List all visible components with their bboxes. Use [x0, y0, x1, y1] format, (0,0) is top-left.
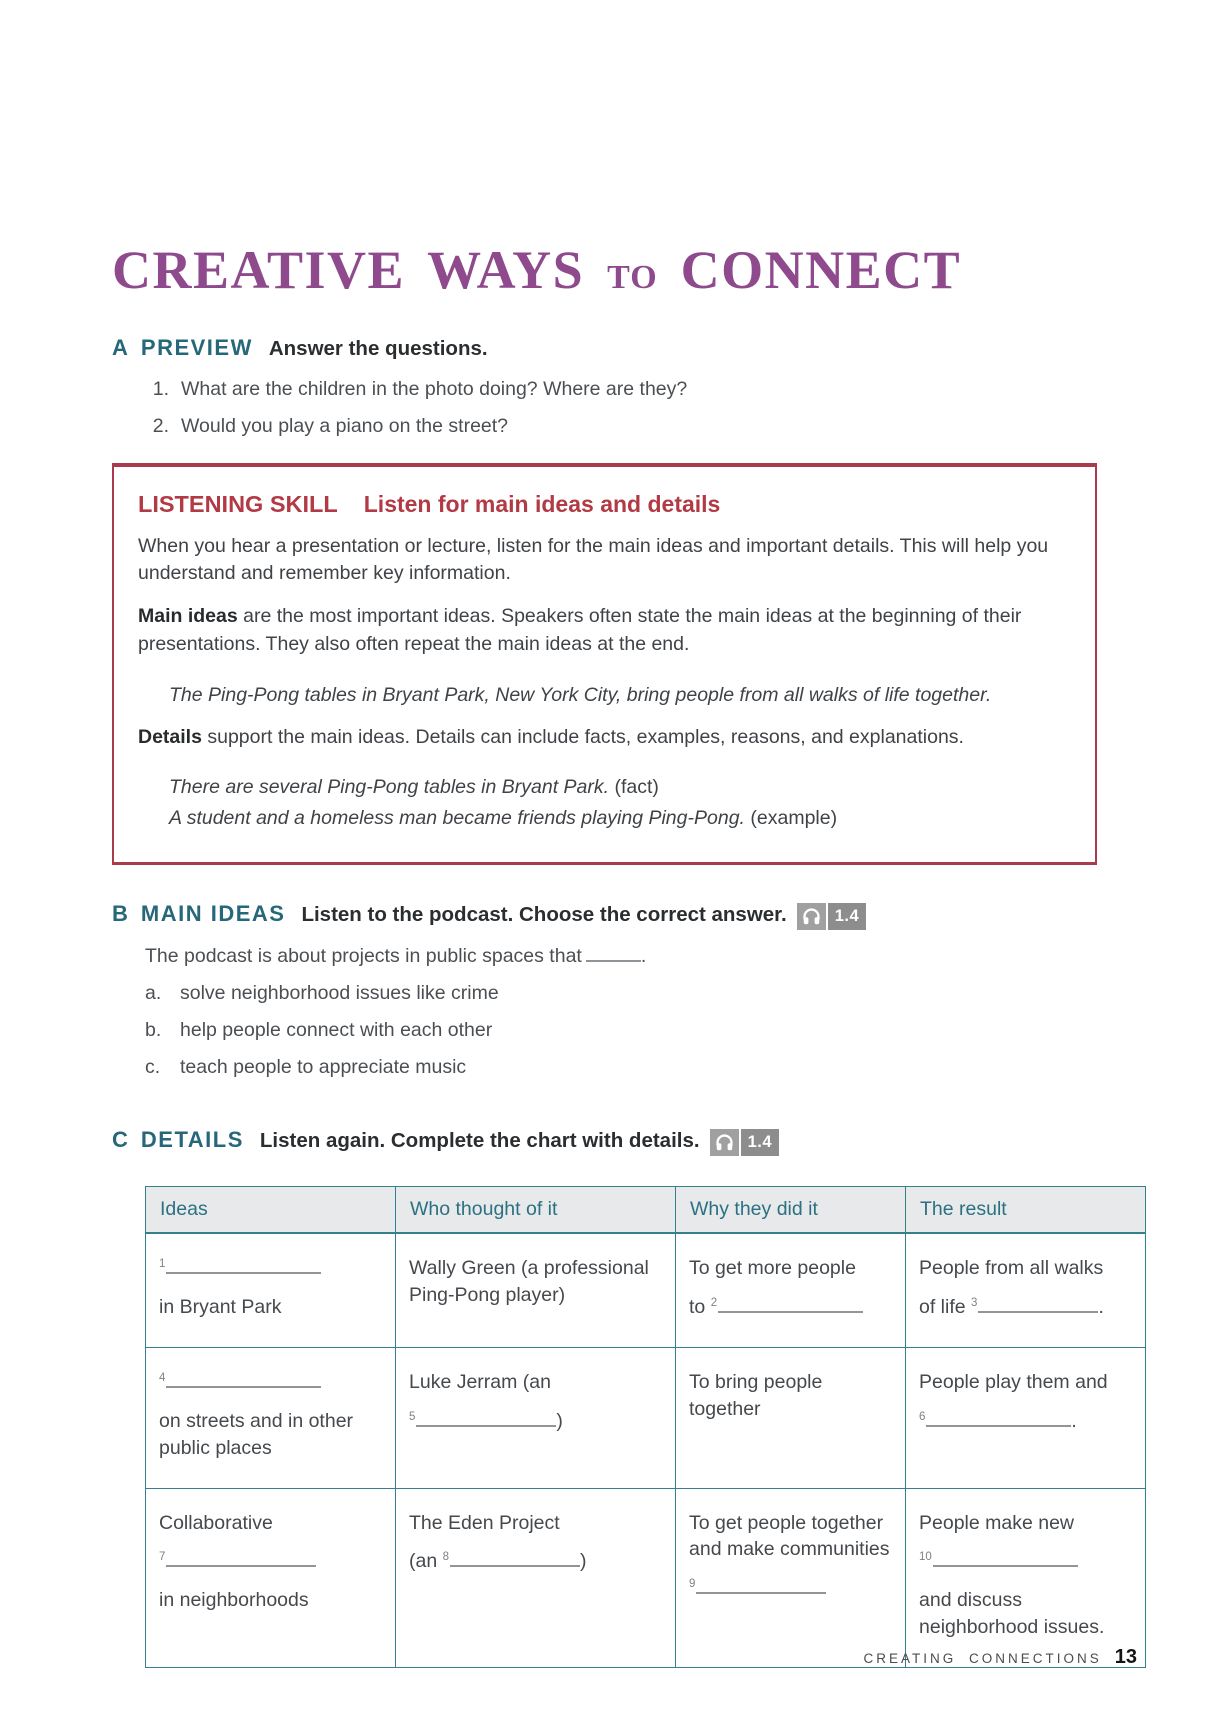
main-ideas-instruction-text: Listen to the podcast. Choose the correct answer. [301, 902, 787, 926]
cell-text: People play them and [919, 1370, 1108, 1393]
table-cell [146, 1347, 396, 1488]
fill-in-blank[interactable] [166, 1260, 321, 1274]
section-preview-heading [112, 335, 1097, 361]
table-row [146, 1233, 1146, 1347]
preview-question [145, 414, 1097, 438]
details-definition: support the main ideas. Details can include facts, examples, reasons, and explanations. [201, 725, 964, 748]
skill-paragraph-2 [138, 603, 1069, 658]
blank-number: 8 [442, 1551, 450, 1564]
column-header: Who thought of it [396, 1186, 676, 1233]
page-title [112, 0, 1097, 300]
blank-number: 1 [159, 1257, 166, 1270]
page-footer [863, 1646, 1137, 1669]
fill-in-blank[interactable] [166, 1553, 316, 1567]
table-row [146, 1488, 1146, 1668]
skill-box-heading [138, 491, 1069, 518]
preview-questions [112, 377, 1097, 439]
headphones-icon [710, 1129, 739, 1156]
main-ideas-definition: are the most important ideas. Speakers often state the main ideas at the beginning of their presentations. They also often repeat the main ideas at the end. [138, 605, 1022, 655]
table-cell [146, 1488, 396, 1668]
listening-skill-box [112, 463, 1097, 865]
cell-text: People from all walks [919, 1256, 1104, 1279]
table-cell [676, 1233, 906, 1347]
blank-number: 9 [689, 1578, 696, 1591]
details-instruction-text: Listen again. Complete the chart with details. [259, 1128, 700, 1152]
skill-paragraph-1: When you hear a presentation or lecture, listen for the main ideas and important details. This will help you understand and remember key information. [138, 534, 1049, 585]
section-title-preview: PREVIEW [140, 335, 253, 360]
column-header: Why they did it [676, 1186, 906, 1233]
stem-period: . [640, 944, 647, 967]
table-cell [396, 1347, 676, 1488]
skill-box-label: LISTENING SKILL [138, 490, 338, 517]
audio-track-badge[interactable] [710, 1129, 779, 1156]
blank-number: 7 [159, 1551, 166, 1564]
main-ideas-term: Main ideas [138, 605, 238, 628]
headphones-icon [797, 903, 826, 930]
section-letter-c: C [112, 1126, 128, 1152]
detail-example-fact-tag: (fact) [609, 776, 659, 799]
section-instruction: Answer the questions. [268, 337, 488, 360]
table-cell [906, 1488, 1146, 1668]
question-text: Would you play a piano on the street? [181, 415, 509, 438]
question-number: 2. [152, 415, 169, 438]
cell-text: of life [919, 1295, 972, 1318]
option-text: help people connect with each other [180, 1018, 493, 1041]
blank-number: 6 [919, 1410, 926, 1423]
blank-number: 3 [971, 1296, 978, 1309]
blank-number: 2 [710, 1296, 718, 1309]
detail-example-example-text: A student and a homeless man became friends playing Ping-Pong. [169, 806, 745, 829]
question-text: What are the children in the photo doing? Where are they? [181, 378, 688, 400]
cell-text: (an [409, 1550, 443, 1573]
cell-text: . [1098, 1295, 1104, 1318]
fill-in-blank[interactable] [586, 946, 641, 962]
option-text: solve neighborhood issues like crime [180, 981, 499, 1004]
cell-text: on streets and in other public places [159, 1409, 354, 1459]
skill-box-subtitle: Listen for main ideas and details [363, 490, 721, 517]
blank-number: 4 [159, 1371, 166, 1384]
section-letter-b: B [112, 900, 128, 926]
cell-text: Collaborative [159, 1511, 273, 1534]
detail-example-fact [169, 773, 1069, 801]
fill-in-blank[interactable] [450, 1553, 580, 1567]
table-cell [906, 1233, 1146, 1347]
page-title-text: CREATIVE WAYS [112, 240, 608, 300]
cell-text: Wally Green (a professional Ping-Pong player) [409, 1256, 649, 1306]
table-cell [676, 1347, 906, 1488]
blank-number: 10 [919, 1551, 932, 1564]
cell-text: To get more people [689, 1256, 856, 1279]
detail-example-example-tag: (example) [744, 806, 838, 829]
blank-number: 5 [409, 1410, 416, 1423]
column-header: The result [906, 1186, 1146, 1233]
cell-text: to [689, 1295, 711, 1318]
section-details-heading [112, 1127, 1097, 1156]
section-preview [112, 335, 1097, 439]
answer-option[interactable] [145, 1056, 1097, 1079]
option-letter: c. [145, 1055, 161, 1078]
table-row [146, 1347, 1146, 1488]
cell-text: ) [556, 1409, 563, 1432]
fill-in-blank[interactable] [696, 1580, 826, 1594]
option-letter: a. [145, 981, 162, 1004]
details-chart [145, 1186, 1146, 1668]
stem-text: The podcast is about projects in public spaces that [145, 944, 582, 967]
section-title-details: DETAILS [140, 1126, 244, 1152]
section-main-ideas [112, 901, 1097, 1079]
fill-in-blank[interactable] [416, 1413, 556, 1427]
option-text: teach people to appreciate music [180, 1055, 467, 1078]
section-instruction [301, 903, 866, 930]
answer-option[interactable] [145, 1019, 1097, 1042]
fill-in-blank[interactable] [978, 1299, 1098, 1313]
details-table-body [146, 1233, 1146, 1668]
section-details [112, 1126, 1108, 1668]
answer-option[interactable] [145, 982, 1097, 1005]
audio-track-number: 1.4 [828, 903, 866, 930]
fill-in-blank[interactable] [166, 1374, 321, 1388]
audio-track-number: 1.4 [741, 1129, 779, 1156]
cell-text: People make new [919, 1511, 1075, 1534]
cell-text: in Bryant Park [159, 1295, 282, 1318]
fill-in-blank[interactable] [933, 1553, 1078, 1567]
audio-track-badge[interactable] [797, 903, 866, 930]
table-cell [906, 1347, 1146, 1488]
skill-paragraph-3 [138, 724, 1069, 752]
table-cell [396, 1233, 676, 1347]
question-number: 1. [152, 378, 169, 400]
answer-options [112, 982, 1097, 1079]
details-term: Details [138, 725, 202, 748]
preview-question [145, 377, 1097, 401]
cell-text: The Eden Project [409, 1511, 560, 1534]
cell-text: ) [580, 1550, 587, 1573]
table-cell [396, 1488, 676, 1668]
detail-example-fact-text: There are several Ping-Pong tables in Bryant Park. [169, 776, 610, 799]
page-title-text-2: CONNECT [657, 240, 962, 300]
fill-in-blank[interactable] [718, 1299, 863, 1313]
cell-text: To bring people together [689, 1370, 823, 1420]
option-letter: b. [145, 1018, 162, 1041]
fill-in-blank[interactable] [926, 1413, 1071, 1427]
section-main-ideas-heading [112, 901, 1097, 930]
table-cell [146, 1233, 396, 1347]
cell-text: . [1071, 1409, 1077, 1432]
cell-text: in neighborhoods [159, 1589, 309, 1612]
section-title-main-ideas: MAIN IDEAS [140, 900, 286, 926]
detail-example-example [169, 804, 1069, 832]
cell-text: Luke Jerram (an [409, 1370, 551, 1393]
details-table-header-row [146, 1186, 1146, 1233]
page-number: 13 [1114, 1646, 1137, 1668]
main-ideas-stem [145, 945, 1097, 968]
section-letter-a: A [112, 335, 128, 360]
column-header: Ideas [146, 1186, 396, 1233]
main-idea-example: The Ping-Pong tables in Bryant Park, New York City, bring people from all walks of life together. [169, 683, 992, 706]
unit-title: CREATING CONNECTIONS [863, 1651, 1102, 1666]
cell-text: To get people together and make communities [689, 1511, 890, 1561]
table-cell [676, 1488, 906, 1668]
cell-text: and discuss neighborhood issues. [919, 1589, 1105, 1639]
page-title-small-word: TO [607, 259, 658, 296]
section-instruction [260, 1129, 779, 1156]
